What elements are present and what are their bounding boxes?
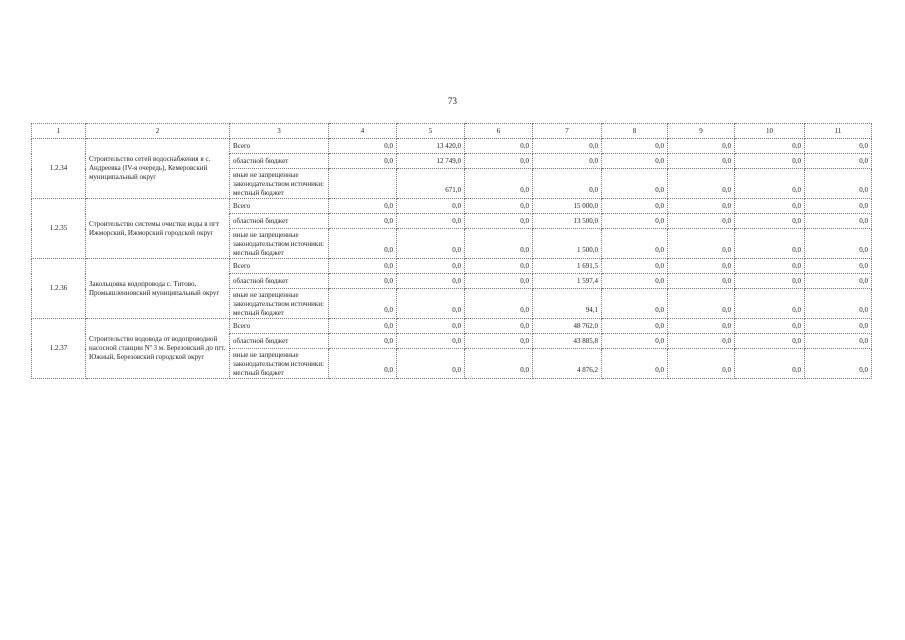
value-cell: 0,0 xyxy=(329,199,397,214)
item-name: Строительство водовода от водопроводной насосной станции Nº 3 м. Березовский до пгт. Южный, Березовский городской округ xyxy=(86,319,230,379)
value-cell: 0,0 xyxy=(329,229,397,259)
value-cell: 0,0 xyxy=(805,334,872,349)
value-cell: 0,0 xyxy=(735,199,805,214)
value-cell: 0,0 xyxy=(805,139,872,154)
value-cell: 0,0 xyxy=(805,319,872,334)
value-cell: 0,0 xyxy=(602,274,668,289)
value-cell: 43 885,8 xyxy=(533,334,602,349)
other-sources-label: иные не запрещенные законодательством источники: xyxy=(233,351,325,368)
value-cell: 0,0 xyxy=(735,214,805,229)
value-cell: 0,0 xyxy=(533,139,602,154)
source-label xyxy=(230,289,329,319)
value-cell: 0,0 xyxy=(397,274,465,289)
source-label xyxy=(230,169,329,199)
value-cell: 0,0 xyxy=(602,199,668,214)
value-cell: 0,0 xyxy=(602,349,668,379)
value-cell: 0,0 xyxy=(329,274,397,289)
value-cell: 0,0 xyxy=(397,259,465,274)
value-cell: 13 420,0 xyxy=(397,139,465,154)
source-label: областной бюджет xyxy=(230,214,329,229)
source-label: Всего xyxy=(230,139,329,154)
value-cell: 0,0 xyxy=(805,154,872,169)
value-cell: 0,0 xyxy=(397,214,465,229)
table-row xyxy=(32,319,872,334)
column-header: 9 xyxy=(668,124,735,139)
item-code: 1.2.34 xyxy=(32,139,86,199)
source-label xyxy=(230,229,329,259)
value-cell: 0,0 xyxy=(805,259,872,274)
value-cell: 0,0 xyxy=(465,214,533,229)
source-label: областной бюджет xyxy=(230,274,329,289)
value-cell: 0,0 xyxy=(533,169,602,199)
value-cell: 0,0 xyxy=(329,154,397,169)
value-cell: 0,0 xyxy=(805,229,872,259)
value-cell: 1 500,0 xyxy=(533,229,602,259)
value-cell: 0,0 xyxy=(735,139,805,154)
value-cell: 0,0 xyxy=(735,229,805,259)
value-cell: 0,0 xyxy=(735,334,805,349)
value-cell: 0,0 xyxy=(465,154,533,169)
budget-table xyxy=(31,123,872,379)
column-header: 5 xyxy=(397,124,465,139)
value-cell: 0,0 xyxy=(602,259,668,274)
value-cell: 0,0 xyxy=(602,154,668,169)
other-sources-label: иные не запрещенные законодательством источники: xyxy=(233,291,325,308)
item-code: 1.2.37 xyxy=(32,319,86,379)
local-budget-label: местный бюджет xyxy=(233,249,284,257)
value-cell: 0,0 xyxy=(397,289,465,319)
value-cell: 0,0 xyxy=(465,169,533,199)
local-budget-label: местный бюджет xyxy=(233,309,284,317)
value-cell: 0,0 xyxy=(668,169,735,199)
value-cell: 0,0 xyxy=(735,319,805,334)
value-cell: 0,0 xyxy=(533,154,602,169)
value-cell: 4 876,2 xyxy=(533,349,602,379)
item-name: Закольцовка водопровода с. Титово, Промышленновский муниципальный округ xyxy=(86,259,230,319)
value-cell: 0,0 xyxy=(397,349,465,379)
value-cell: 0,0 xyxy=(668,229,735,259)
value-cell: 0,0 xyxy=(805,289,872,319)
value-cell: 0,0 xyxy=(735,289,805,319)
value-cell: 671,0 xyxy=(397,169,465,199)
value-cell: 1 597,4 xyxy=(533,274,602,289)
value-cell: 0,0 xyxy=(329,139,397,154)
other-sources-label: иные не запрещенные законодательством источники: xyxy=(233,171,325,188)
value-cell: 94,1 xyxy=(533,289,602,319)
value-cell: 0,0 xyxy=(465,229,533,259)
value-cell: 0,0 xyxy=(668,274,735,289)
table-row xyxy=(32,199,872,214)
other-sources-label: иные не запрещенные законодательством источники: xyxy=(233,231,325,248)
value-cell: 0,0 xyxy=(465,274,533,289)
source-label: Всего xyxy=(230,259,329,274)
value-cell: 0,0 xyxy=(465,349,533,379)
value-cell: 0,0 xyxy=(668,334,735,349)
column-header: 4 xyxy=(329,124,397,139)
value-cell: 0,0 xyxy=(805,214,872,229)
value-cell: 0,0 xyxy=(602,139,668,154)
source-label: областной бюджет xyxy=(230,154,329,169)
value-cell: 13 500,0 xyxy=(533,214,602,229)
value-cell: 0,0 xyxy=(329,259,397,274)
value-cell: 0,0 xyxy=(668,289,735,319)
column-header: 2 xyxy=(86,124,230,139)
value-cell: 0,0 xyxy=(465,319,533,334)
column-header: 3 xyxy=(230,124,329,139)
value-cell: 0,0 xyxy=(805,274,872,289)
value-cell: 1 691,5 xyxy=(533,259,602,274)
value-cell: 0,0 xyxy=(668,259,735,274)
value-cell: 0,0 xyxy=(329,349,397,379)
value-cell xyxy=(329,169,397,199)
value-cell: 0,0 xyxy=(465,289,533,319)
table-row xyxy=(32,139,872,154)
value-cell: 0,0 xyxy=(465,259,533,274)
value-cell: 0,0 xyxy=(397,199,465,214)
value-cell: 0,0 xyxy=(397,319,465,334)
value-cell: 0,0 xyxy=(602,334,668,349)
value-cell: 0,0 xyxy=(602,289,668,319)
item-name: Строительство системы очистки воды в пгт Ижморский, Ижморский городской округ xyxy=(86,199,230,259)
column-header: 6 xyxy=(465,124,533,139)
value-cell: 0,0 xyxy=(805,169,872,199)
column-header: 7 xyxy=(533,124,602,139)
value-cell: 0,0 xyxy=(668,154,735,169)
value-cell: 0,0 xyxy=(668,199,735,214)
value-cell: 0,0 xyxy=(735,154,805,169)
local-budget-label: местный бюджет xyxy=(233,189,284,197)
source-label: областной бюджет xyxy=(230,334,329,349)
value-cell: 48 762,0 xyxy=(533,319,602,334)
value-cell: 0,0 xyxy=(668,214,735,229)
value-cell: 0,0 xyxy=(805,199,872,214)
column-header: 10 xyxy=(735,124,805,139)
value-cell: 0,0 xyxy=(329,289,397,319)
value-cell: 0,0 xyxy=(668,139,735,154)
value-cell: 0,0 xyxy=(735,259,805,274)
table-row xyxy=(32,259,872,274)
column-header: 11 xyxy=(805,124,872,139)
value-cell: 0,0 xyxy=(465,139,533,154)
value-cell: 0,0 xyxy=(668,349,735,379)
source-label: Всего xyxy=(230,319,329,334)
value-cell: 0,0 xyxy=(329,334,397,349)
value-cell: 15 000,0 xyxy=(533,199,602,214)
value-cell: 0,0 xyxy=(329,319,397,334)
value-cell: 0,0 xyxy=(329,214,397,229)
header-row xyxy=(32,124,872,139)
source-label xyxy=(230,349,329,379)
value-cell: 0,0 xyxy=(602,169,668,199)
source-label: Всего xyxy=(230,199,329,214)
item-name: Строительство сетей водоснабжения в с. Андреевка (IV-я очередь), Кемеровский муниципальный округ xyxy=(86,139,230,199)
item-code: 1.2.35 xyxy=(32,199,86,259)
value-cell: 0,0 xyxy=(735,274,805,289)
value-cell: 0,0 xyxy=(735,169,805,199)
value-cell: 0,0 xyxy=(735,349,805,379)
page-number: 73 xyxy=(448,96,457,106)
column-header: 1 xyxy=(32,124,86,139)
value-cell: 0,0 xyxy=(397,334,465,349)
value-cell: 0,0 xyxy=(465,199,533,214)
item-code: 1.2.36 xyxy=(32,259,86,319)
column-header: 8 xyxy=(602,124,668,139)
value-cell: 0,0 xyxy=(602,319,668,334)
local-budget-label: местный бюджет xyxy=(233,369,284,377)
value-cell: 0,0 xyxy=(602,229,668,259)
value-cell: 12 749,0 xyxy=(397,154,465,169)
value-cell: 0,0 xyxy=(602,214,668,229)
value-cell: 0,0 xyxy=(805,349,872,379)
value-cell: 0,0 xyxy=(465,334,533,349)
value-cell: 0,0 xyxy=(397,229,465,259)
value-cell: 0,0 xyxy=(668,319,735,334)
